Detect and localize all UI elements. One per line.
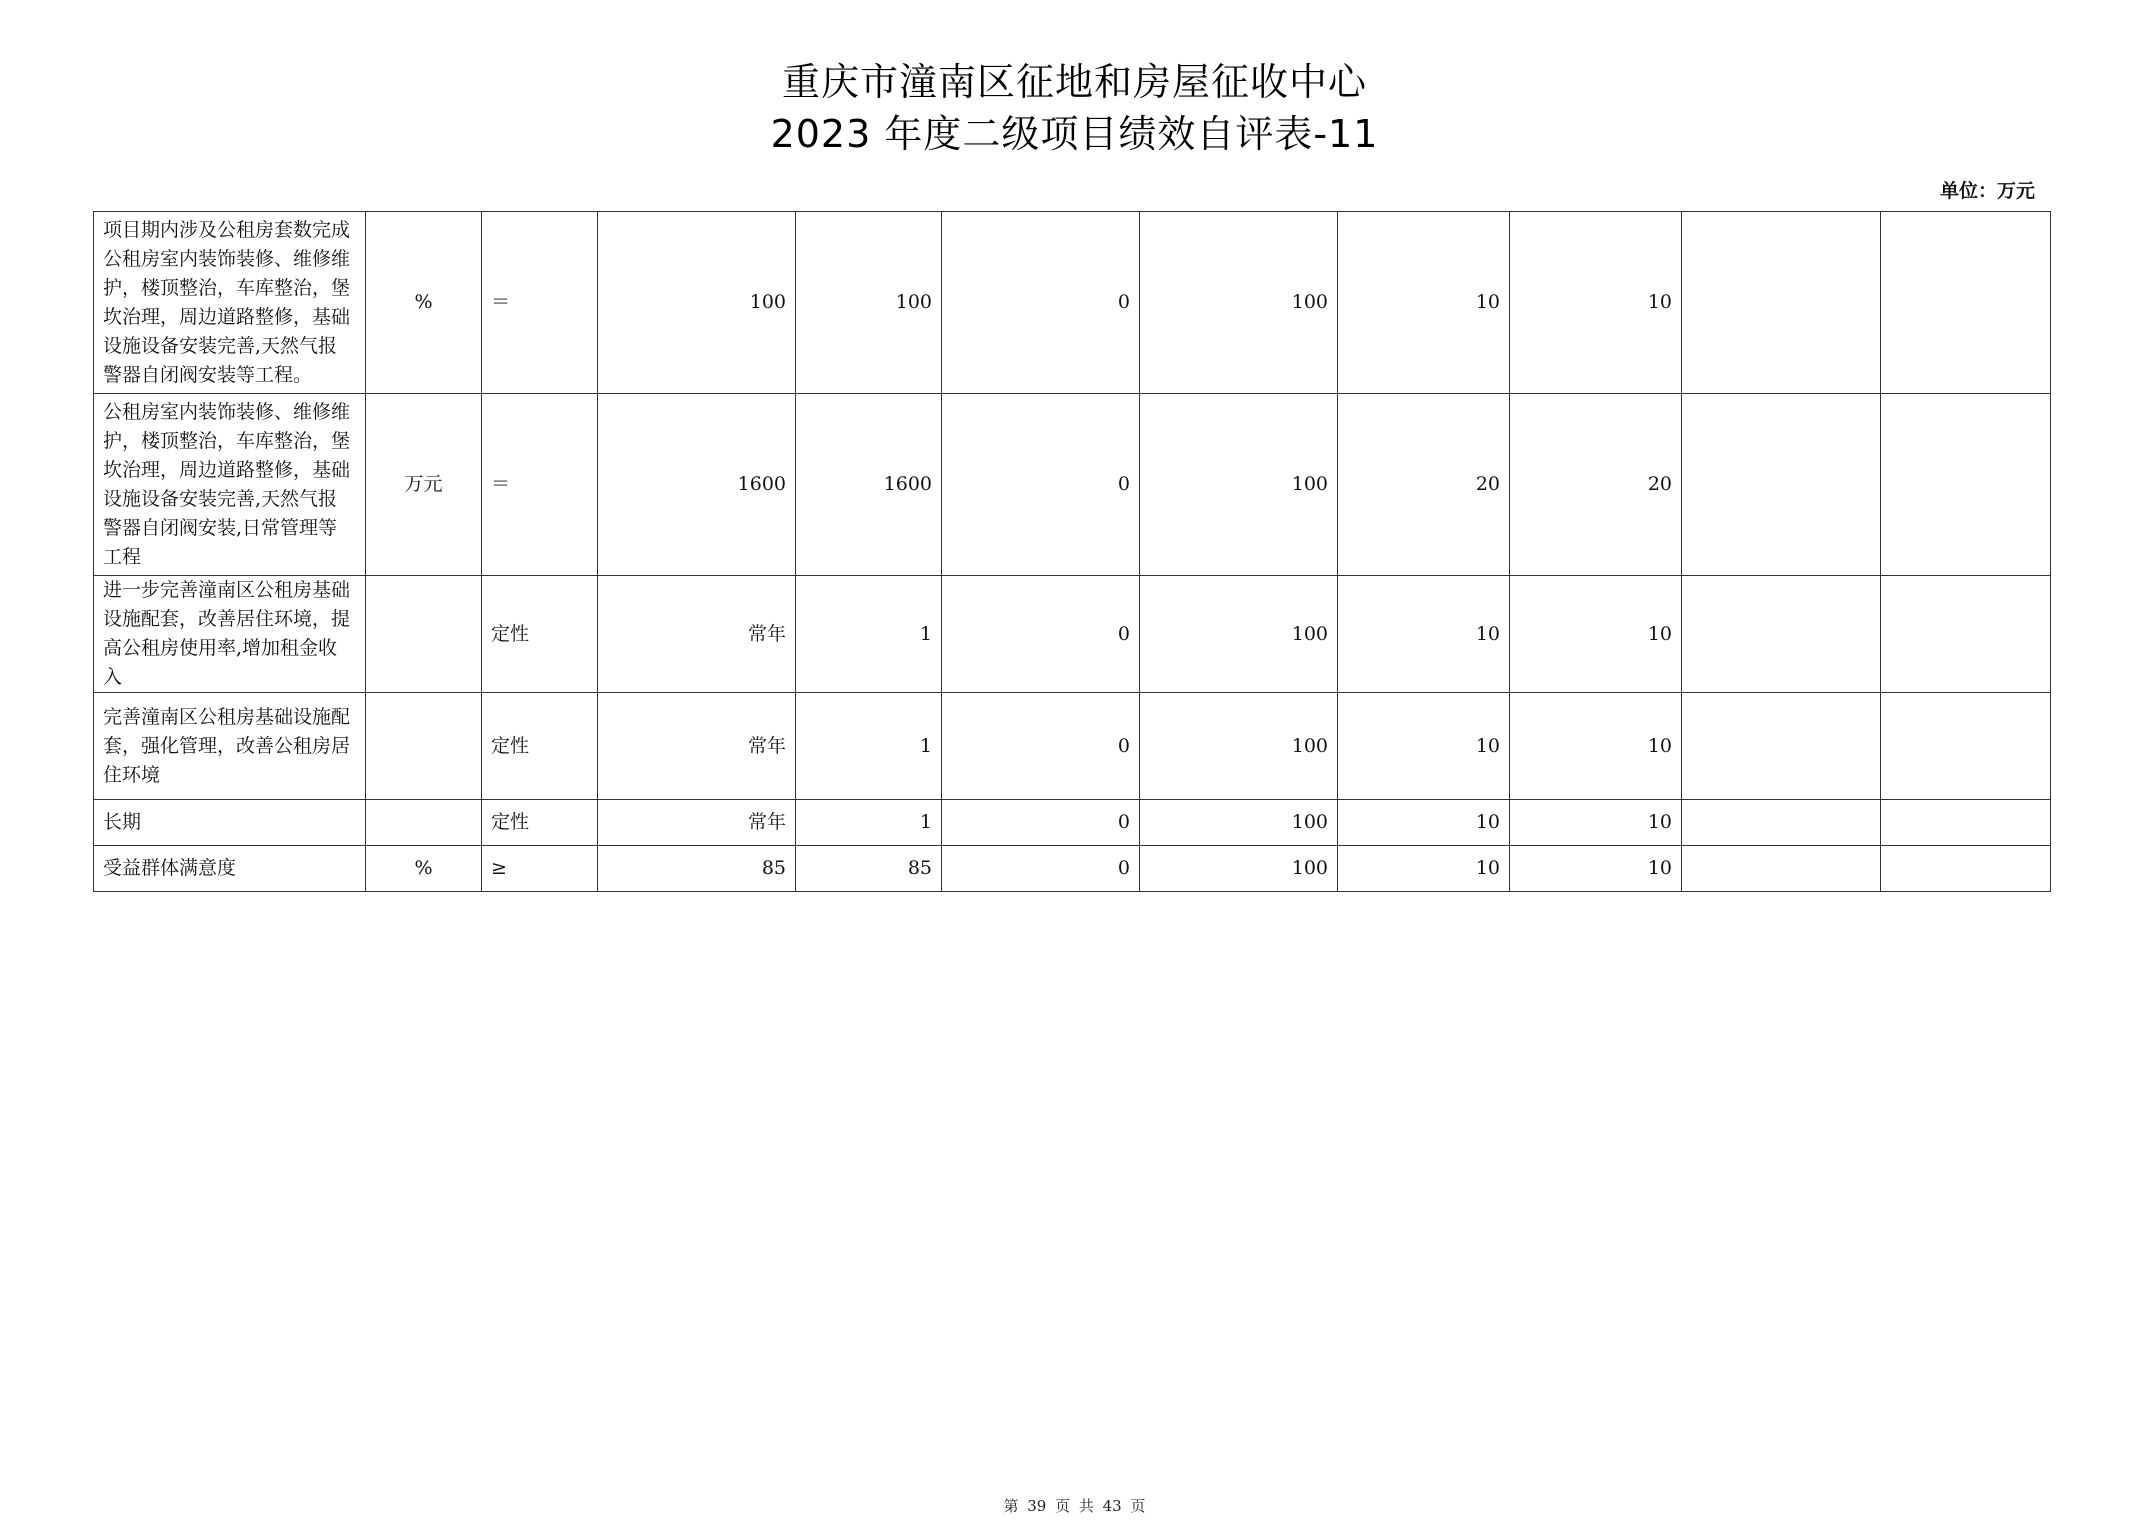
- weight-cell: 10: [1338, 212, 1510, 394]
- indicator-cell: 进一步完善潼南区公租房基础设施配套，改善居住环境，提高公租房使用率,增加租金收入: [94, 576, 366, 693]
- score-cell: 10: [1510, 800, 1682, 846]
- actual-cell: 100: [796, 212, 942, 394]
- weight-cell: 10: [1338, 693, 1510, 800]
- remark-cell: [1682, 846, 1881, 892]
- remark-cell: [1682, 800, 1881, 846]
- score-cell: 10: [1510, 693, 1682, 800]
- operator-cell: 定性: [482, 693, 598, 800]
- page-number: 第 39 页 共 43 页: [1003, 1497, 1146, 1515]
- operator-cell: ＝: [482, 394, 598, 576]
- score-cell: 10: [1510, 212, 1682, 394]
- target-cell: 常年: [598, 800, 796, 846]
- unit-cell: [366, 576, 482, 693]
- unit-cell: %: [366, 846, 482, 892]
- target-cell: 1600: [598, 394, 796, 576]
- deviation-cell: 0: [942, 212, 1140, 394]
- completion-cell: 100: [1140, 212, 1338, 394]
- table-row: [94, 394, 2051, 576]
- deviation-cell: 0: [942, 693, 1140, 800]
- completion-cell: 100: [1140, 576, 1338, 693]
- weight-cell: 10: [1338, 576, 1510, 693]
- completion-cell: 100: [1140, 693, 1338, 800]
- remark-cell: [1881, 693, 2051, 800]
- operator-cell: ≥: [482, 846, 598, 892]
- remark-cell: [1682, 212, 1881, 394]
- table-row: [94, 576, 2051, 693]
- page-title: 重庆市潼南区征地和房屋征收中心: [781, 60, 1367, 104]
- indicator-cell: 受益群体满意度: [94, 846, 366, 892]
- weight-cell: 10: [1338, 800, 1510, 846]
- remark-cell: [1881, 800, 2051, 846]
- completion-cell: 100: [1140, 800, 1338, 846]
- actual-cell: 85: [796, 846, 942, 892]
- score-cell: 20: [1510, 394, 1682, 576]
- operator-cell: ＝: [482, 212, 598, 394]
- completion-cell: 100: [1140, 394, 1338, 576]
- deviation-cell: 0: [942, 576, 1140, 693]
- remark-cell: [1881, 394, 2051, 576]
- target-cell: 常年: [598, 693, 796, 800]
- table-row: [94, 212, 2051, 394]
- indicator-cell: 公租房室内装饰装修、维修维护，楼顶整治，车库整治，堡坎治理，周边道路整修，基础设施设备安装完善,天然气报警器自闭阀安装,日常管理等工程: [94, 394, 366, 576]
- deviation-cell: 0: [942, 394, 1140, 576]
- actual-cell: 1600: [796, 394, 942, 576]
- deviation-cell: 0: [942, 846, 1140, 892]
- remark-cell: [1881, 846, 2051, 892]
- indicator-cell: 完善潼南区公租房基础设施配套，强化管理，改善公租房居住环境: [94, 693, 366, 800]
- operator-cell: 定性: [482, 576, 598, 693]
- score-cell: 10: [1510, 846, 1682, 892]
- table-row: [94, 846, 2051, 892]
- remark-cell: [1881, 576, 2051, 693]
- deviation-cell: 0: [942, 800, 1140, 846]
- actual-cell: 1: [796, 800, 942, 846]
- target-cell: 100: [598, 212, 796, 394]
- remark-cell: [1682, 693, 1881, 800]
- actual-cell: 1: [796, 693, 942, 800]
- target-cell: 85: [598, 846, 796, 892]
- table-row: [94, 693, 2051, 800]
- completion-cell: 100: [1140, 846, 1338, 892]
- weight-cell: 20: [1338, 394, 1510, 576]
- indicator-cell: 长期: [94, 800, 366, 846]
- score-cell: 10: [1510, 576, 1682, 693]
- target-cell: 常年: [598, 576, 796, 693]
- unit-cell: %: [366, 212, 482, 394]
- performance-table: [93, 211, 2051, 892]
- weight-cell: 10: [1338, 846, 1510, 892]
- table-row: [94, 800, 2051, 846]
- remark-cell: [1881, 212, 2051, 394]
- indicator-cell: 项目期内涉及公租房套数完成公租房室内装饰装修、维修维护，楼顶整治，车库整治，堡坎治理，周边道路整修，基础设施设备安装完善,天然气报警器自闭阀安装等工程。: [94, 212, 366, 394]
- unit-cell: [366, 800, 482, 846]
- unit-cell: [366, 693, 482, 800]
- operator-cell: 定性: [482, 800, 598, 846]
- remark-cell: [1682, 394, 1881, 576]
- unit-label: 单位：万元: [1939, 180, 2035, 202]
- actual-cell: 1: [796, 576, 942, 693]
- page-subtitle: 2023 年度二级项目绩效自评表-11: [770, 112, 1379, 156]
- unit-cell: 万元: [366, 394, 482, 576]
- remark-cell: [1682, 576, 1881, 693]
